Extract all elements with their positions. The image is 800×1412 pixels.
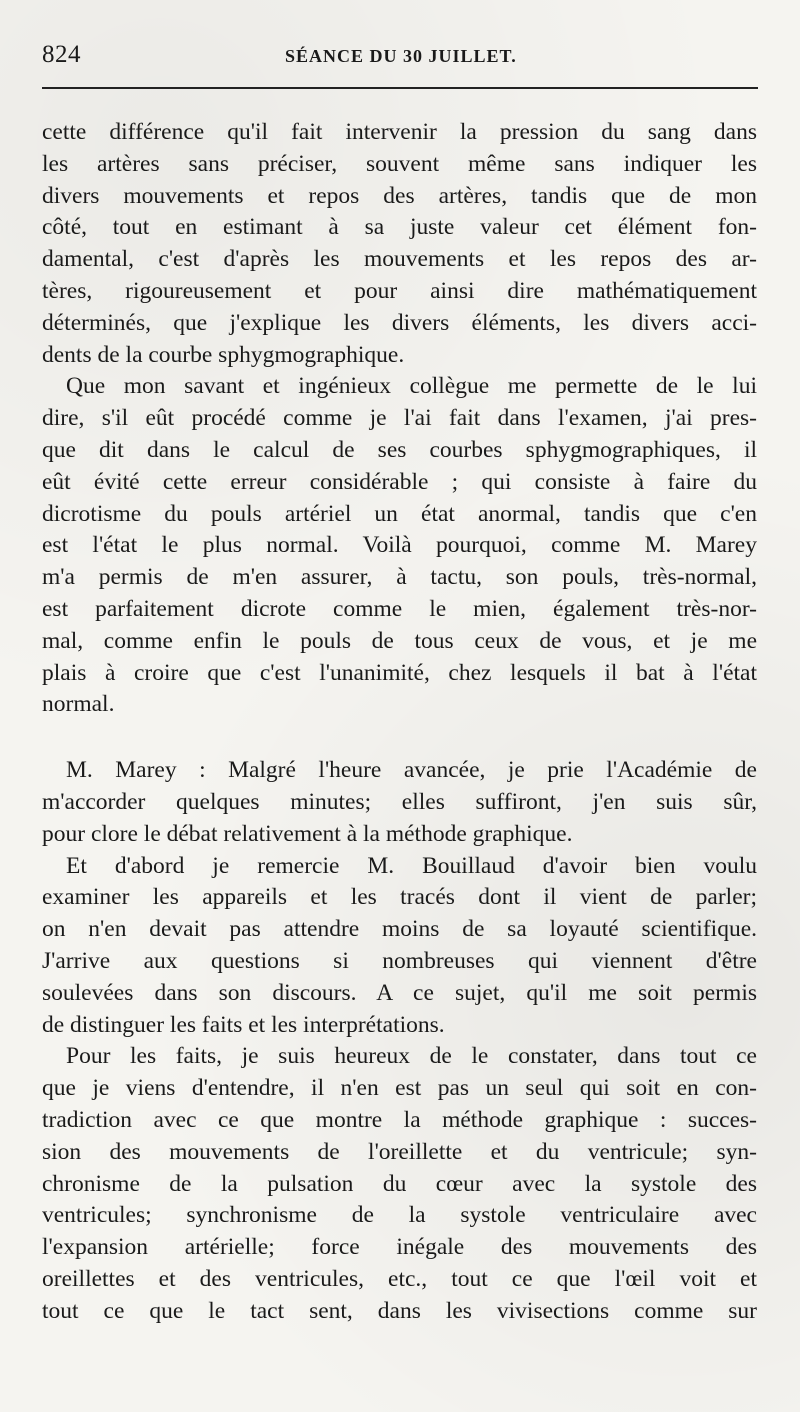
text-line: m'a permis de m'en assurer, à tactu, son pouls, très-normal,: [42, 564, 757, 591]
text-line: mal, comme enfin le pouls de tous ceux de vous, et je me: [42, 627, 757, 654]
text-line: Que mon savant et ingénieux collègue me permette de le lui: [66, 373, 757, 400]
text-line: M. Marey : Malgré l'heure avancée, je prie l'Académie de: [66, 757, 757, 784]
text-line: damental, c'est d'après les mouvements et les repos des ar-: [42, 246, 757, 273]
text-line: pour clore le débat relativement à la méthode graphique.: [42, 820, 573, 847]
text-line: dire, s'il eût procédé comme je l'ai fait dans l'examen, j'ai pres-: [42, 405, 757, 432]
text-line: chronisme de la pulsation du cœur avec la systole des: [42, 1170, 757, 1197]
text-line: est parfaitement dicrote comme le mien, également très-nor-: [42, 595, 757, 622]
text-line: les artères sans préciser, souvent même sans indiquer les: [42, 150, 757, 177]
text-line: cette différence qu'il fait intervenir la pression du sang dans: [42, 119, 757, 145]
text-line: est l'état le plus normal. Voilà pourquoi, comme M. Marey: [42, 532, 757, 559]
text-line: examiner les appareils et les tracés dont il vient de parler;: [42, 884, 757, 911]
header-rule: [42, 87, 758, 89]
text-line: l'expansion artérielle; force inégale des mouvements des: [42, 1234, 757, 1261]
text-line: soulevées dans son discours. A ce sujet, qu'il me soit permis: [42, 979, 757, 1006]
text-line: que dit dans le calcul de ses courbes sphygmographiques, il: [42, 436, 757, 463]
text-line: on n'en devait pas attendre moins de sa loyauté scientifique.: [42, 916, 757, 943]
text-line: que je viens d'entendre, il n'en est pas un seul qui soit en con-: [42, 1075, 757, 1102]
text-line: J'arrive aux questions si nombreuses qui viennent d'être: [42, 947, 757, 974]
text-line: divers mouvements et repos des artères, tandis que de mon: [42, 182, 757, 209]
text-line: m'accorder quelques minutes; elles suffiront, j'en suis sûr,: [42, 788, 757, 815]
text-line: ventricules; synchronisme de la systole ventriculaire avec: [42, 1202, 757, 1229]
text-line: Pour les faits, je suis heureux de le constater, dans tout ce: [66, 1043, 757, 1070]
running-title: SÉANCE DU 30 JUILLET.: [285, 46, 517, 66]
body-text: [42, 117, 757, 1377]
text-line: déterminés, que j'explique les divers éléments, les divers acci-: [42, 309, 757, 336]
text-line: plais à croire que c'est l'unanimité, chez lesquels il bat à l'état: [42, 659, 757, 686]
text-line: Et d'abord je remercie M. Bouillaud d'avoir bien voulu: [66, 852, 757, 879]
text-line: tout ce que le tact sent, dans les vivisections comme sur: [42, 1297, 757, 1324]
text-line: de distinguer les faits et les interprétations.: [42, 1011, 445, 1038]
text-line: côté, tout en estimant à sa juste valeur cet élément fon-: [42, 214, 757, 241]
text-line: tères, rigoureusement et pour ainsi dire mathématiquement: [42, 277, 757, 304]
running-head: [42, 40, 758, 74]
text-line: dicrotisme du pouls artériel un état anormal, tandis que c'en: [42, 500, 757, 527]
paragraph-gap: [42, 721, 757, 755]
text-line: dents de la courbe sphygmographique.: [42, 341, 405, 368]
page-number: 824: [42, 41, 81, 68]
text-line: oreillettes et des ventricules, etc., tout ce que l'œil voit et: [42, 1265, 757, 1292]
text-line: tradiction avec ce que montre la méthode graphique : succes-: [42, 1106, 757, 1133]
text-line: eût évité cette erreur considérable ; qui consiste à faire du: [42, 468, 757, 495]
text-line: sion des mouvements de l'oreillette et du ventricule; syn-: [42, 1138, 757, 1165]
text-line: normal.: [42, 691, 115, 718]
